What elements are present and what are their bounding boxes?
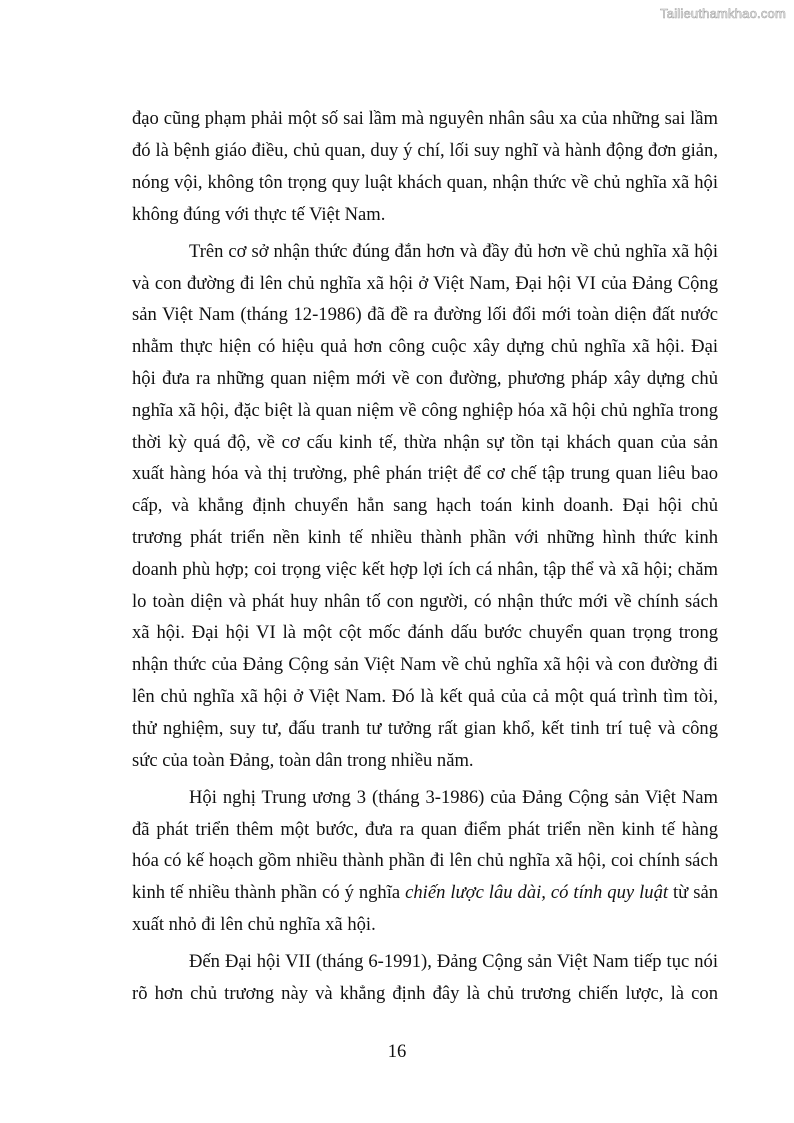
text-line: cấp, và khẳng định chuyển hẳn sang hạch toán kinh doanh. Đại hội chủ (132, 495, 718, 516)
text-line: nghĩa xã hội, đặc biệt là quan niệm về công nghiệp hóa xã hội chủ nghĩa trong (132, 400, 718, 421)
text-line: thời kỳ quá độ, về cơ cấu kinh tế, thừa nhận sự tồn tại khách quan của sản (132, 432, 718, 453)
text-line: trương phát triển nền kinh tế nhiều thành phần với những hình thức kinh (132, 527, 718, 548)
text-line: nhằm thực hiện có hiệu quả hơn công cuộc xây dựng chủ nghĩa xã hội. Đại (132, 336, 718, 357)
text-line: hóa có kế hoạch gồm nhiều thành phần đi lên chủ nghĩa xã hội, coi chính sách (132, 850, 718, 871)
text-run: kinh tế nhiều thành phần có ý nghĩa (132, 882, 406, 903)
text-line: không đúng với thực tế Việt Nam. (132, 204, 386, 225)
text-line: đã phát triển thêm một bước, đưa ra quan điểm phát triển nền kinh tế hàng (132, 819, 718, 840)
text-line: nóng vội, không tôn trọng quy luật khách quan, nhận thức về chủ nghĩa xã hội (132, 172, 718, 193)
text-line: xuất nhỏ đi lên chủ nghĩa xã hội. (132, 914, 376, 935)
text-line: xã hội. Đại hội VI là một cột mốc đánh dấu bước chuyển quan trọng trong (132, 622, 718, 643)
text-line: đạo cũng phạm phải một số sai lầm mà nguyên nhân sâu xa của những sai lầm (132, 108, 718, 129)
text-line: sức của toàn Đảng, toàn dân trong nhiều năm. (132, 750, 474, 771)
text-line: Trên cơ sở nhận thức đúng đắn hơn và đầy đủ hơn về chủ nghĩa xã hội (189, 241, 718, 262)
text-line-with-italic (132, 881, 718, 905)
text-line: lo toàn diện và phát huy nhân tố con người, có nhận thức mới về chính sách (132, 591, 718, 612)
text-line: hội đưa ra những quan niệm mới về con đường, phương pháp xây dựng chủ (132, 368, 718, 389)
text-line: thử nghiệm, suy tư, đấu tranh tư tưởng rất gian khổ, kết tinh trí tuệ và công (132, 718, 718, 739)
text-line: Đến Đại hội VII (tháng 6-1991), Đảng Cộng sản Việt Nam tiếp tục nói (189, 951, 718, 972)
text-run: từ sản (668, 882, 718, 903)
italic-emphasis: chiến lược lâu dài, có tính quy luật (405, 882, 669, 903)
page-number: 16 (387, 1041, 407, 1062)
text-line: doanh phù hợp; coi trọng việc kết hợp lợi ích cá nhân, tập thể và xã hội; chăm (132, 559, 718, 580)
text-line: sản Việt Nam (tháng 12-1986) đã đề ra đường lối đổi mới toàn diện đất nước (132, 304, 718, 325)
text-line: nhận thức của Đảng Cộng sản Việt Nam về chủ nghĩa xã hội và con đường đi (132, 654, 718, 675)
text-line: xuất hàng hóa và thị trường, phê phán triệt để cơ chế tập trung quan liêu bao (132, 463, 718, 484)
text-line: đó là bệnh giáo điều, chủ quan, duy ý chí, lối suy nghĩ và hành động đơn giản, (132, 140, 718, 161)
text-line: và con đường đi lên chủ nghĩa xã hội ở Việt Nam, Đại hội VI của Đảng Cộng (132, 273, 718, 294)
text-line: rõ hơn chủ trương này và khẳng định đây là chủ trương chiến lược, là con (132, 983, 718, 1004)
text-line: lên chủ nghĩa xã hội ở Việt Nam. Đó là kết quả của cả một quá trình tìm tòi, (132, 686, 718, 707)
watermark: Tailieuthamkhao.com (660, 6, 786, 21)
text-line: Hội nghị Trung ương 3 (tháng 3-1986) của Đảng Cộng sản Việt Nam (189, 787, 718, 808)
